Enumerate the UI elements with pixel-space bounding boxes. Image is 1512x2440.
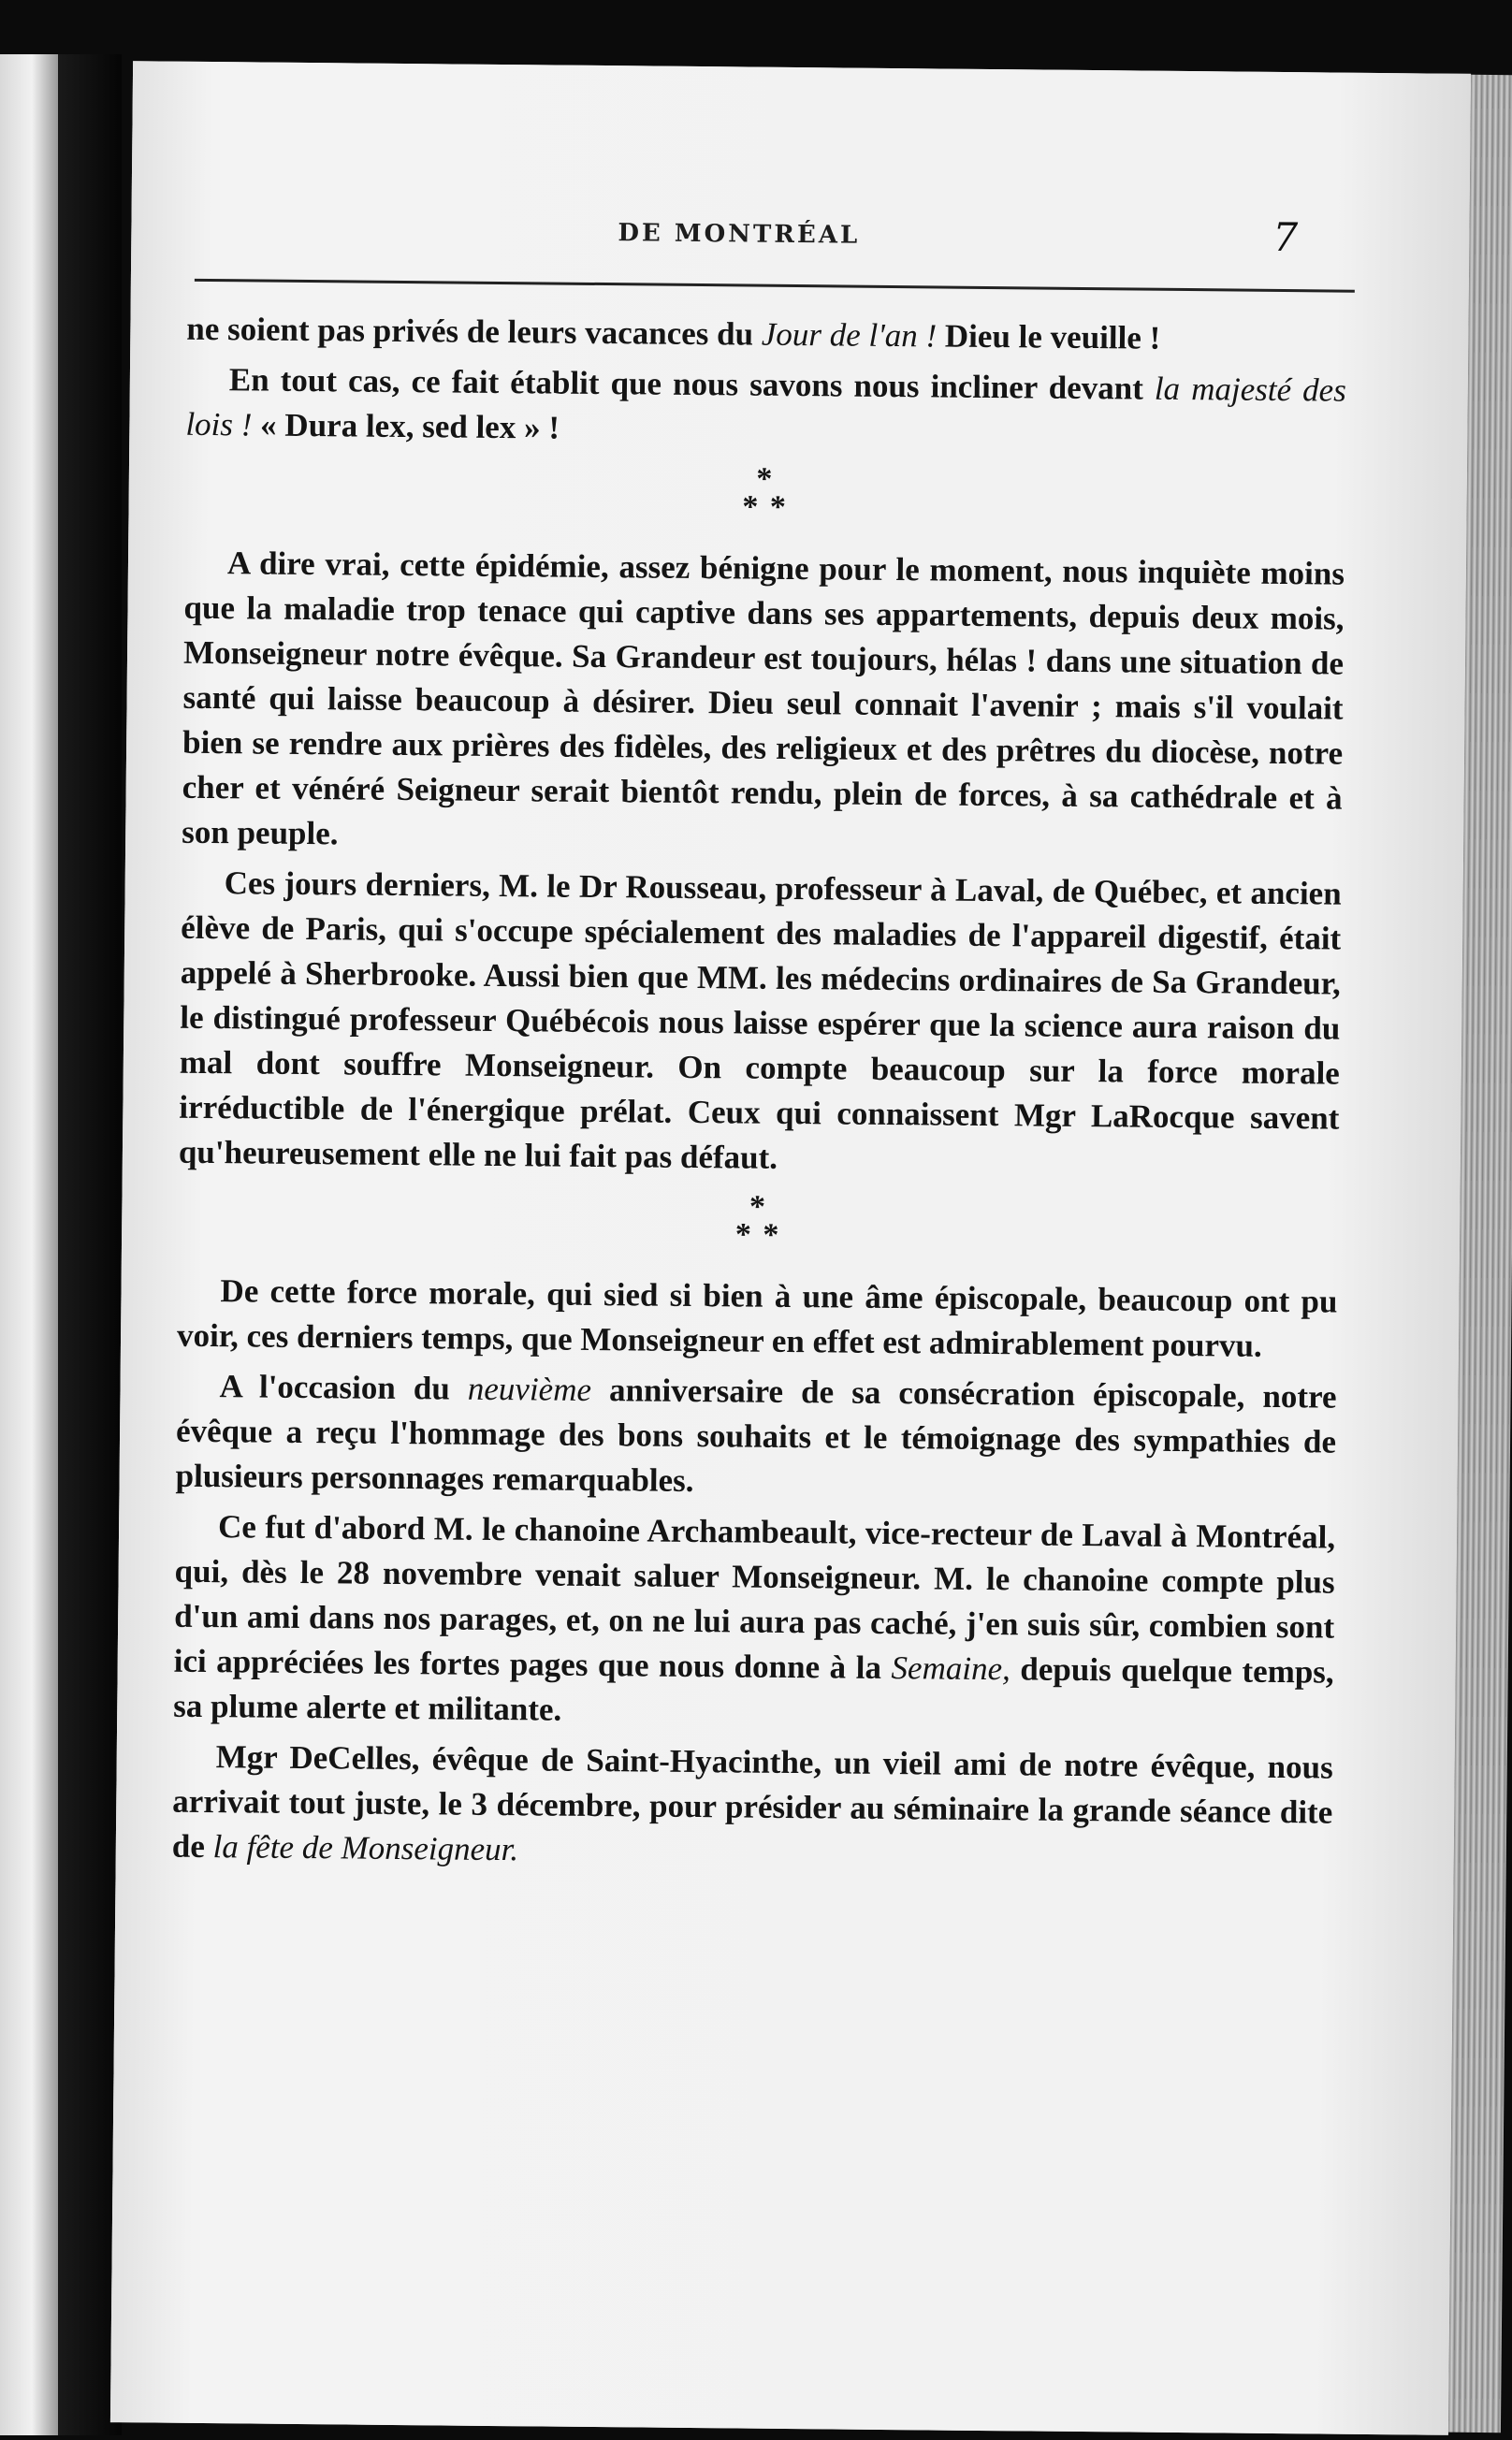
- paragraph-7-italic: Semaine,: [891, 1649, 1011, 1688]
- section-asterism-1: [184, 460, 1345, 528]
- paragraph-2-end: « Dura lex, sed lex » !: [252, 406, 560, 446]
- paragraph-7-text: Ce fut d'abord M. le chanoine Archambeault, vice-recteur de Laval à Montréal, qui, dès le 28 novembre venait saluer Monseigneur. M. le chanoine compte plus d'un ami dans nos parages, et, on ne lui aura pas caché, j'en suis sûr, combien sont ici appréciées les fortes pages que nous donne à la: [173, 1508, 1336, 1687]
- page-number: 7: [1272, 213, 1299, 261]
- asterism-top: *: [749, 1189, 768, 1225]
- paragraph-6: [175, 1364, 1336, 1510]
- paragraph-1-text: ne soient pas privés de leurs vacances du: [186, 310, 763, 353]
- header-rule: [195, 279, 1355, 293]
- paragraph-6-end: anniversaire de sa consécration épiscopale, notre évêque a reçu l'hommage des bons souhaits et le témoignage des sympathies de plusieurs personnages remarquables.: [175, 1371, 1337, 1500]
- asterism-bottom: * *: [742, 489, 789, 525]
- paragraph-7: [173, 1504, 1335, 1740]
- adjacent-page: [0, 54, 58, 2435]
- paragraph-6-italic: neuvième: [467, 1370, 592, 1408]
- book-gutter: [58, 54, 122, 2435]
- paragraph-5: De cette force morale, qui sied si bien à une âme épiscopale, beaucoup ont pu voir, ces derniers temps, que Monseigneur en effet est admirablement pourvu.: [176, 1272, 1338, 1364]
- paragraph-2-text: En tout cas, ce fait établit que nous savons nous incliner devant: [228, 361, 1156, 407]
- paragraph-1-italic: Jour de l'an !: [761, 315, 938, 355]
- book-page: [110, 61, 1471, 2435]
- page-header: [131, 201, 1470, 270]
- paragraph-2: [185, 357, 1346, 458]
- paragraph-8-italic: la fête de Monseigneur.: [212, 1828, 519, 1868]
- running-head: DE MONTRÉAL: [618, 219, 861, 250]
- paragraph-7-end: depuis quelque temps, sa plume alerte et militante.: [173, 1650, 1334, 1728]
- paragraph-1-end: Dieu le veuille !: [936, 317, 1161, 356]
- paragraph-8-text: Mgr DeCelles, évêque de Saint-Hyacinthe, un vieil ami de notre évêque, nous arrivait tout juste, le 3 décembre, pour présider au séminaire la grande séance dite de: [171, 1738, 1333, 1866]
- asterism-bottom: * *: [734, 1217, 781, 1253]
- paragraph-8: [172, 1735, 1333, 1881]
- asterism-top: *: [756, 461, 775, 497]
- paragraph-4: Ces jours derniers, M. le Dr Rousseau, professeur à Laval, de Québec, et ancien élève de Paris, qui s'occupe spécialement des maladies de l'appareil digestif, était appelé à Sherbrooke. Aussi bien que MM. les médecins ordinaires de Sa Grandeur, le distingué professeur Québécois nous laisse espérer que la science aura raison du mal dont souffre Monseigneur. On compte beaucoup sur la force morale irréductible de l'énergique prélat. Ceux qui connaissent Mgr LaRocque savent qu'heureusement elle ne lui fait pas défaut.: [178, 864, 1342, 1176]
- paragraph-3: A dire vrai, cette épidémie, assez bénigne pour le moment, nous inquiète moins que la maladie trop tenace qui captive dans ses appartements, depuis deux mois, Monseigneur notre évêque. Sa Grandeur est toujours, hélas ! dans une situation de santé qui laisse beaucoup à désirer. Dieu seul connait l'avenir ; mais s'il voulait bien se rendre aux prières des fidèles, des religieux et des prêtres du diocèse, notre cher et vénéré Seigneur serait bientôt rendu, plein de forces, à sa cathédrale et à son peuple.: [182, 545, 1345, 852]
- section-asterism-2: [178, 1188, 1339, 1256]
- paragraph-1: [186, 307, 1346, 363]
- page-body: [172, 307, 1347, 1886]
- paragraph-6-text: A l'occasion du: [219, 1368, 469, 1407]
- paragraph-2-italic: la majesté des lois !: [185, 370, 1347, 443]
